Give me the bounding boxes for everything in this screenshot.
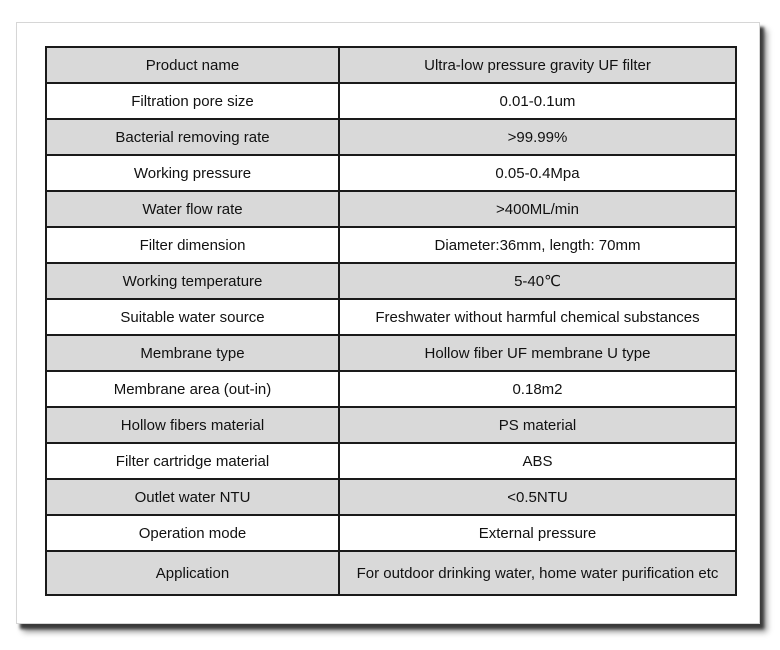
table-row (46, 371, 736, 407)
row-label: Working pressure (46, 155, 339, 191)
table-row (46, 263, 736, 299)
table-row (46, 515, 736, 551)
table-row (46, 407, 736, 443)
row-value: PS material (339, 407, 736, 443)
row-value: For outdoor drinking water, home water purification etc (339, 551, 736, 595)
row-value: Hollow fiber UF membrane U type (339, 335, 736, 371)
row-label: Working temperature (46, 263, 339, 299)
row-value: 5-40℃ (339, 263, 736, 299)
table-row (46, 443, 736, 479)
table-row (46, 299, 736, 335)
table-row (46, 155, 736, 191)
row-label: Membrane area (out-in) (46, 371, 339, 407)
row-label: Suitable water source (46, 299, 339, 335)
row-label: Product name (46, 47, 339, 83)
table-row (46, 479, 736, 515)
row-value: External pressure (339, 515, 736, 551)
row-value: >99.99% (339, 119, 736, 155)
table-row (46, 119, 736, 155)
row-value: Diameter:36mm, length: 70mm (339, 227, 736, 263)
row-value: >400ML/min (339, 191, 736, 227)
row-label: Outlet water NTU (46, 479, 339, 515)
row-label: Application (46, 551, 339, 595)
row-label: Hollow fibers material (46, 407, 339, 443)
row-label: Water flow rate (46, 191, 339, 227)
row-value: Freshwater without harmful chemical substances (339, 299, 736, 335)
table-row (46, 335, 736, 371)
table-row (46, 83, 736, 119)
row-value: 0.05-0.4Mpa (339, 155, 736, 191)
row-label: Filter cartridge material (46, 443, 339, 479)
row-value: Ultra-low pressure gravity UF filter (339, 47, 736, 83)
row-label: Membrane type (46, 335, 339, 371)
row-label: Filter dimension (46, 227, 339, 263)
row-value: 0.18m2 (339, 371, 736, 407)
row-label: Filtration pore size (46, 83, 339, 119)
table-row (46, 551, 736, 595)
table-row (46, 227, 736, 263)
row-value: <0.5NTU (339, 479, 736, 515)
row-label: Operation mode (46, 515, 339, 551)
table-row (46, 191, 736, 227)
row-label: Bacterial removing rate (46, 119, 339, 155)
row-value: 0.01-0.1um (339, 83, 736, 119)
row-value: ABS (339, 443, 736, 479)
product-spec-table (45, 46, 737, 596)
table-row (46, 47, 736, 83)
